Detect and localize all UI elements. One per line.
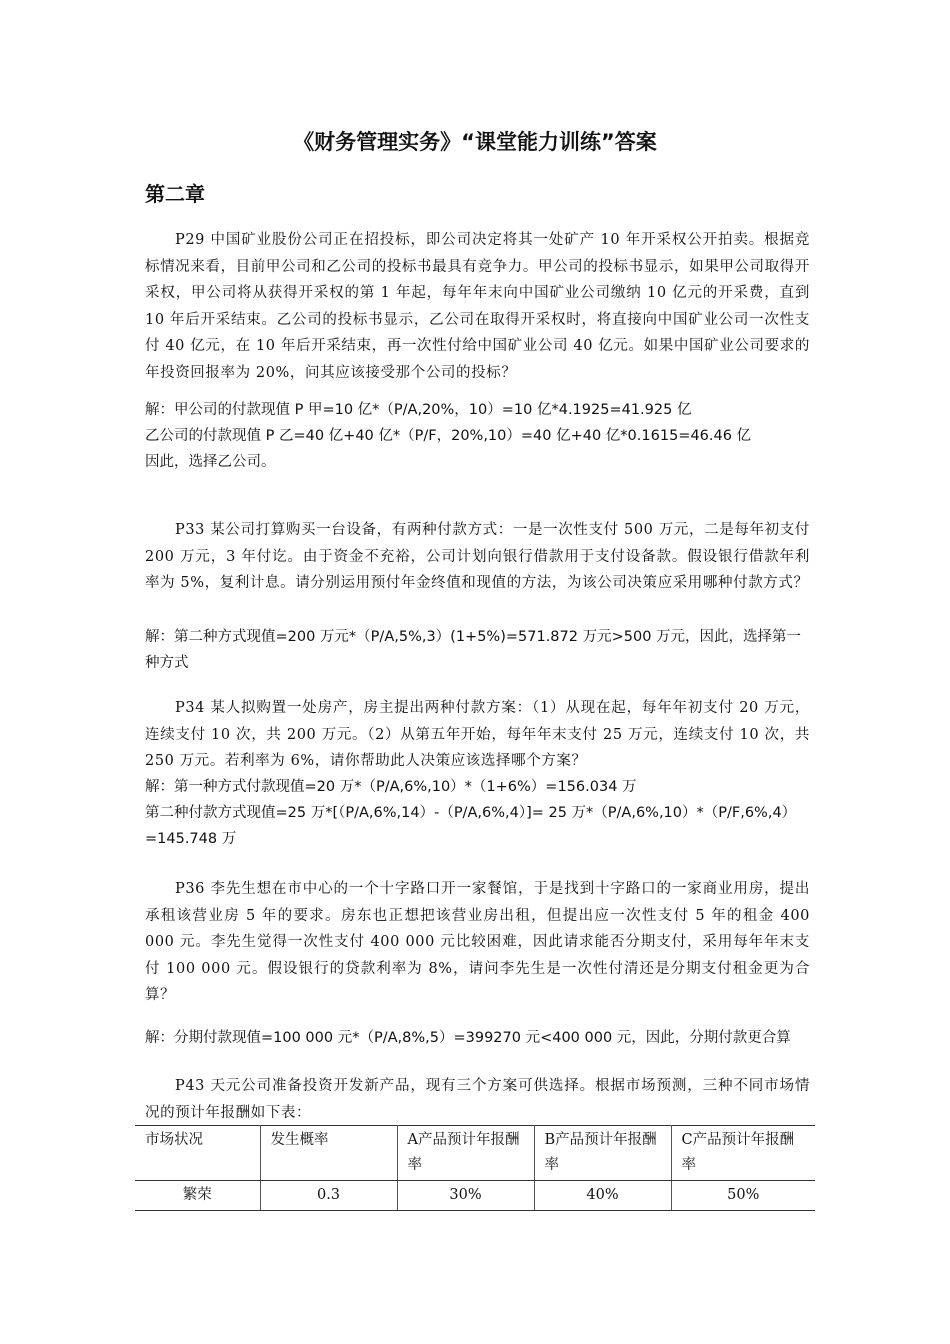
table-cell: 40% <box>534 1181 671 1211</box>
return-table <box>135 1125 815 1211</box>
question-p36: P36 李先生想在市中心的一个十字路口开一家餐馆，于是找到十字路口的一家商业用房，提出承租该营业房 5 年的要求。房东也正想把该营业房出租，但提出应一次性支付 5 年的租金 400 000 元。李先生觉得一次性支付 400 000 元比较困难，因此请求能否分期支付，采用每年年末支付 100 000 元。假设银行的贷款利率为 8%，请问李先生是一次性付清还是分期支付租金更为合算？ <box>145 881 810 1003</box>
answer-line: 乙公司的付款现值 P 乙=40 亿+40 亿*（P/F，20%,10）=40 亿+40 亿*0.1615=46.46 亿 <box>145 428 752 444</box>
answer-line: 解：甲公司的付款现值 P 甲=10 亿*（P/A,20%，10）=10 亿*4.1925=41.925 亿 <box>145 402 692 418</box>
answer-p34 <box>145 774 810 852</box>
question-p29: P29 中国矿业股份公司正在招投标，即公司决定将其一处矿产 10 年开采权公开拍卖。根据竞标情况来看，目前甲公司和乙公司的投标书最具有竞争力。甲公司的投标书显示，如果甲公司取得开采权，甲公司将从获得开采权的第 1 年起，每年年末向中国矿业公司缴纳 10 亿元的开采费，直到 10 年后开采结束。乙公司的投标书显示，乙公司在取得开采权时，将直接向中国矿业公司一次性支付 40 亿元，在 10 年后开采结束，再一次性付给中国矿业公司 40 亿元。如果中国矿业公司要求的年投资回报率为 20%，问其应该接受那个公司的投标？ <box>145 232 810 381</box>
answer-line: 因此，选择乙公司。 <box>145 454 276 470</box>
table-cell: 50% <box>671 1181 815 1211</box>
answer-line: 解：第二种方式现值=200 万元*（P/A,5%,3）(1+5%)=571.872 万元>500 万元，因此，选择第一种方式 <box>145 629 802 671</box>
table-header-cell: C产品预计年报酬率 <box>671 1126 815 1181</box>
answer-p29 <box>145 397 810 475</box>
chapter-heading: 第二章 <box>145 182 205 206</box>
table-row <box>135 1181 815 1211</box>
table-header-row <box>135 1126 815 1181</box>
table-header-cell: 市场状况 <box>135 1126 260 1181</box>
answer-line: 解：第一种方式付款现值=20 万*（P/A,6%,10）*（1+6%）=156.034 万 <box>145 779 637 795</box>
answer-line: 第二种付款方式现值=25 万*[（P/A,6%,14）-（P/A,6%,4）]= 25 万*（P/A,6%,10）*（P/F,6%,4）=145.748 万 <box>145 805 797 847</box>
document-title: 《财务管理实务》“课堂能力训练”答案 <box>293 130 657 154</box>
answer-p33 <box>145 624 810 676</box>
answer-p36 <box>145 1025 810 1051</box>
table-header-cell: 发生概率 <box>260 1126 397 1181</box>
table-cell: 30% <box>397 1181 534 1211</box>
table-cell: 繁荣 <box>135 1181 260 1211</box>
question-p43: P43 天元公司准备投资开发新产品，现有三个方案可供选择。根据市场预测，三种不同市场情况的预计年报酬如下表： <box>145 1078 810 1121</box>
table-cell: 0.3 <box>260 1181 397 1211</box>
table-header-cell: A产品预计年报酬率 <box>397 1126 534 1181</box>
question-p34: P34 某人拟购置一处房产，房主提出两种付款方案：（1）从现在起，每年年初支付 20 万元，连续支付 10 次，共 200 万元。（2）从第五年开始，每年年末支付 25 万元，连续支付 10 次，共 250 万元。若利率为 6%，请你帮助此人决策应该选择哪个方案？ <box>145 700 810 769</box>
answer-line: 解：分期付款现值=100 000 元*（P/A,8%,5）=399270 元<400 000 元，因此，分期付款更合算 <box>145 1030 791 1046</box>
question-p33: P33 某公司打算购买一台设备，有两种付款方式：一是一次性支付 500 万元，二是每年初支付 200 万元，3 年付讫。由于资金不充裕，公司计划向银行借款用于支付设备款。假设银行借款年利率为 5%，复利计息。请分别运用预付年金终值和现值的方法，为该公司决策应采用哪种付款方式？ <box>145 522 810 591</box>
table-header-cell: B产品预计年报酬率 <box>534 1126 671 1181</box>
